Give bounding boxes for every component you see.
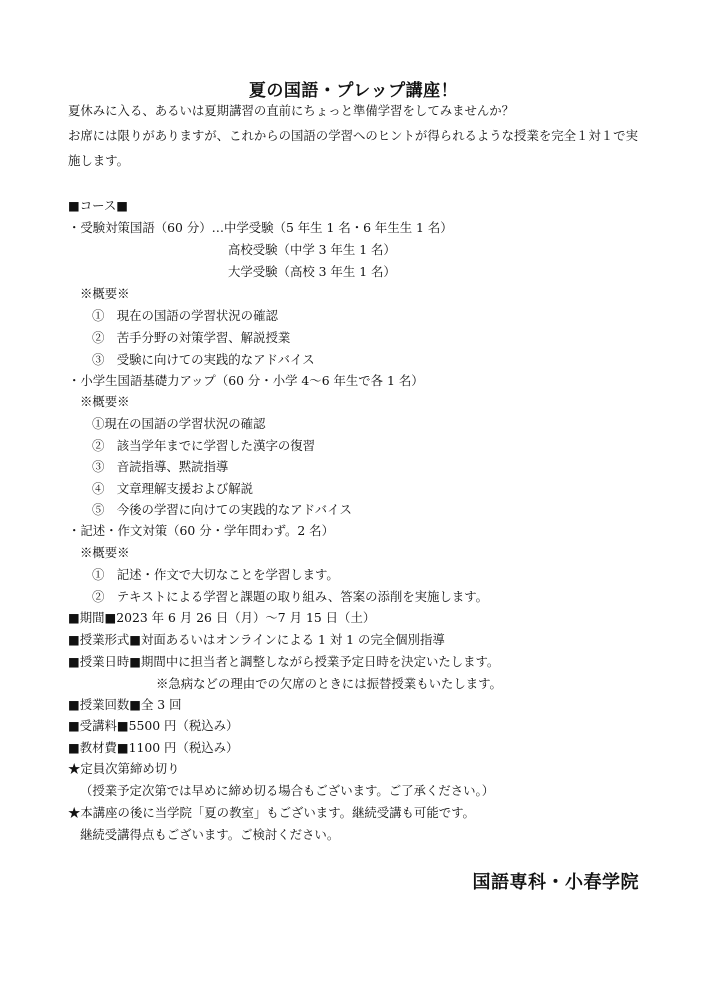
course2-item-2: ② 該当学年までに学習した漢字の復習 (92, 438, 316, 453)
course2-item-3: ③ 音読指導、黙読指導 (92, 459, 229, 474)
info-summer-note: 継続受講得点もございます。ご検討ください。 (80, 827, 340, 842)
course3-item-1: ① 記述・作文で大切なことを学習します。 (92, 567, 339, 582)
info-fee: ■受講料■5500 円（税込み） (68, 718, 239, 733)
course2-title: ・小学生国語基礎力アップ（60 分・小学 4～6 年生で各 1 名） (68, 373, 424, 388)
course2-overview: ※概要※ (80, 394, 130, 409)
course2-item-1: ①現在の国語の学習状況の確認 (92, 416, 266, 431)
info-deadline: ★定員次第締め切り (68, 761, 180, 776)
page-title: 夏の国語・プレップ講座！ (248, 81, 459, 101)
course-header: ■コース■ (68, 198, 128, 213)
course1-item-1: ① 現在の国語の学習状況の確認 (92, 308, 278, 323)
course2-item-5: ⑤ 今後の学習に向けての実践的なアドバイス (92, 502, 352, 517)
info-summer: ★本講座の後に当学院「夏の教室」もございます。継続受講も可能です。 (68, 805, 475, 820)
course2-item-4: ④ 文章理解支援および解説 (92, 481, 254, 496)
intro-line-2: お席には限りがありますが、これからの国語の学習へのヒントが得られるような授業を完全１対１で実 (68, 128, 638, 143)
intro-line-3: 施します。 (68, 153, 129, 168)
info-schedule-note: ※急病などの理由での欠席のときには振替授業もいたします。 (156, 676, 502, 691)
course3-overview: ※概要※ (80, 545, 130, 560)
course1-sub-univ: 大学受験（高校 3 年生 1 名） (228, 264, 396, 279)
course1-sub-high: 高校受験（中学 3 年生 1 名） (228, 242, 396, 257)
course1-title: ・受験対策国語（60 分）…中学受験（5 年生 1 名・6 年生生 1 名） (68, 220, 453, 235)
course3-item-2: ② テキストによる学習と課題の取り組み、答案の添削を実施します。 (92, 589, 489, 604)
info-period: ■期間■2023 年 6 月 26 日（月）～7 月 15 日（土） (68, 610, 376, 625)
info-count: ■授業回数■全 3 回 (68, 697, 182, 712)
school-name: 国語専科・小春学院 (472, 872, 639, 893)
course1-item-3: ③ 受験に向けての実践的なアドバイス (92, 352, 315, 367)
course3-title: ・記述・作文対策（60 分・学年問わず。2 名） (68, 523, 334, 538)
info-format: ■授業形式■対面あるいはオンラインによる 1 対 1 の完全個別指導 (68, 632, 445, 647)
info-materials: ■教材費■1100 円（税込み） (68, 740, 239, 755)
course1-item-2: ② 苦手分野の対策学習、解説授業 (92, 330, 291, 345)
info-deadline-note: （授業予定次第では早めに締め切る場合もございます。ご了承ください。） (80, 783, 495, 798)
course1-overview: ※概要※ (80, 286, 130, 301)
intro-line-1: 夏休みに入る、あるいは夏期講習の直前にちょっと準備学習をしてみませんか？ (68, 103, 515, 118)
info-schedule: ■授業日時■期間中に担当者と調整しながら授業予定日時を決定いたします。 (68, 654, 500, 669)
